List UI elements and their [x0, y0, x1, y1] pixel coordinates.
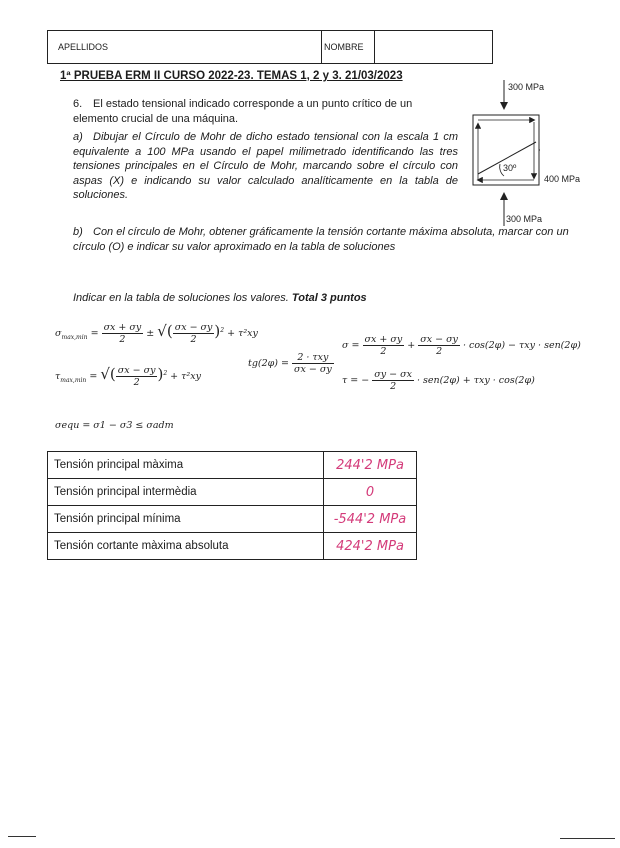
apellidos-label: APELLIDOS — [58, 42, 109, 52]
frac-tp — [372, 369, 414, 392]
question-number: 6. — [73, 98, 83, 110]
instruction-points: Total 3 puntos — [291, 292, 367, 304]
question-6 — [73, 97, 458, 126]
frac-shear-den: 2 — [133, 377, 140, 388]
table-row — [48, 452, 417, 479]
part-b-text: Con el círculo de Mohr, obtener gráficamente la tensión cortante máxima absoluta, marcar con un círculo (O) e indicar su valor aproximado en la tabla de soluciones — [73, 226, 569, 253]
square-exp-2: 2 — [163, 369, 168, 377]
solution-value-min[interactable]: -544'2 MPa — [324, 506, 417, 533]
angle-label: 30º — [503, 163, 517, 173]
element-square — [473, 115, 539, 185]
part-b-label: b) — [73, 226, 83, 238]
scan-edge-mark-right — [560, 838, 615, 839]
part-a — [73, 130, 458, 203]
equals-2: = — [89, 371, 98, 382]
table-row — [48, 506, 417, 533]
frac-mean — [102, 322, 144, 345]
solution-value-shear[interactable]: 424'2 MPa — [324, 533, 417, 560]
formula-tau-phi — [342, 369, 535, 392]
solution-label: Tensión principal màxima — [48, 452, 324, 479]
part-a-text: Dibujar el Círculo de Mohr de dicho estado tensional con la escala 1 cm equivalente a 100 MPa usando el papel milimetrado identificando las tres tensiones principales en el Círculo de Mohr, marcando sobre el círculo con aspas (X) e indicando su valor calculado analíticamente en la tabla de soluciones. — [73, 131, 458, 201]
solution-label: Tensión principal intermèdia — [48, 479, 324, 506]
frac-sp1-num: σx + σy — [364, 334, 403, 345]
solution-label: Tensión principal mínima — [48, 506, 324, 533]
table-row — [48, 479, 417, 506]
formula-principal-stresses: $\sigma_{max,min}$ = $\frac{\sigma x + \sigma y}{2}$ ± √( $\frac{\sigma x - \sigma y}{2}$ )$^2$ + τ²xy — [55, 322, 258, 345]
frac-tg-num: 2 · τxy — [292, 352, 334, 364]
nombre-cell[interactable] — [375, 31, 492, 63]
solution-value-max[interactable]: 244'2 MPa — [324, 452, 417, 479]
formula-equivalent — [55, 420, 174, 431]
solutions-table — [47, 451, 417, 560]
solution-label: Tensión cortante màxima absoluta — [48, 533, 324, 560]
frac-tp-den: 2 — [390, 381, 397, 392]
frac-sp1 — [363, 334, 405, 357]
tau-phi-left: τ = − — [342, 375, 370, 386]
frac-sp2 — [418, 334, 460, 357]
frac-sp1-den: 2 — [380, 346, 387, 357]
sigma-symbol: σ — [55, 328, 62, 339]
part-b — [73, 225, 598, 254]
frac-sp2-num: σx − σy — [420, 334, 458, 345]
frac-mean-den: 2 — [119, 334, 126, 345]
bottom-load-label: 300 MPa — [506, 214, 543, 224]
tau-sub: max,min — [60, 376, 87, 384]
frac-tg — [292, 352, 334, 375]
question-text: El estado tensional indicado corresponde a un punto crítico de un elemento crucial de una máquina. — [73, 98, 413, 125]
tau-symbol: τ — [55, 371, 61, 382]
plus-minus: ± — [146, 328, 155, 339]
frac-shear — [116, 365, 158, 388]
nombre-label-cell — [321, 31, 375, 63]
plus-sign: + — [407, 340, 416, 351]
frac-tp-num: σy − σx — [374, 369, 412, 380]
right-load-label: 400 MPa — [544, 174, 581, 184]
scan-edge-mark-left — [8, 836, 36, 837]
sigma-sub: max,min — [61, 333, 88, 341]
table-row — [48, 533, 417, 560]
sigma-phi-tail: · cos(2φ) − τxy · sen(2φ) — [462, 340, 581, 351]
top-load-label: 300 MPa — [508, 82, 545, 92]
frac-radius-den: 2 — [190, 334, 197, 345]
stress-element-diagram — [460, 78, 590, 228]
formula-max-shear: $\tau_{max,min}$ = √( $\frac{\sigma x - \sigma y}{2}$ )$^2$ + τ²xy — [55, 365, 201, 388]
square-exp: 2 — [220, 326, 225, 334]
formula-tg — [248, 352, 334, 375]
tg-left: tg(2φ) = — [248, 358, 289, 369]
frac-shear-num: σx − σy — [117, 365, 156, 376]
instruction-text: Indicar en la tabla de soluciones los valores. — [73, 292, 289, 304]
formula-sigma-phi — [342, 334, 581, 357]
frac-radius-num: σx − σy — [174, 322, 213, 333]
frac-tg-den: σx − σy — [294, 364, 332, 375]
part-a-label: a) — [73, 131, 83, 143]
tau-phi-tail: · sen(2φ) + τxy · cos(2φ) — [416, 375, 535, 386]
tau-squared-2: + τ²xy — [170, 371, 201, 382]
equivalent-stress: σequ = σ1 − σ3 ≤ σadm — [55, 420, 174, 431]
tau-squared: + τ²xy — [227, 328, 258, 339]
frac-radius — [173, 322, 215, 345]
frac-sp2-den: 2 — [436, 346, 443, 357]
sigma-phi-left: σ = — [342, 340, 360, 351]
nombre-label: NOMBRE — [324, 42, 364, 52]
apellidos-cell[interactable] — [48, 31, 322, 63]
solution-value-intermediate[interactable]: 0 — [324, 479, 417, 506]
instruction — [73, 291, 367, 306]
frac-mean-num: σx + σy — [103, 322, 142, 333]
equals: = — [90, 328, 99, 339]
student-header-box — [47, 30, 493, 64]
exam-title: 1ª PRUEBA ERM II CURSO 2022-23. TEMAS 1, 2 y 3. 21/03/2023 — [60, 70, 403, 82]
